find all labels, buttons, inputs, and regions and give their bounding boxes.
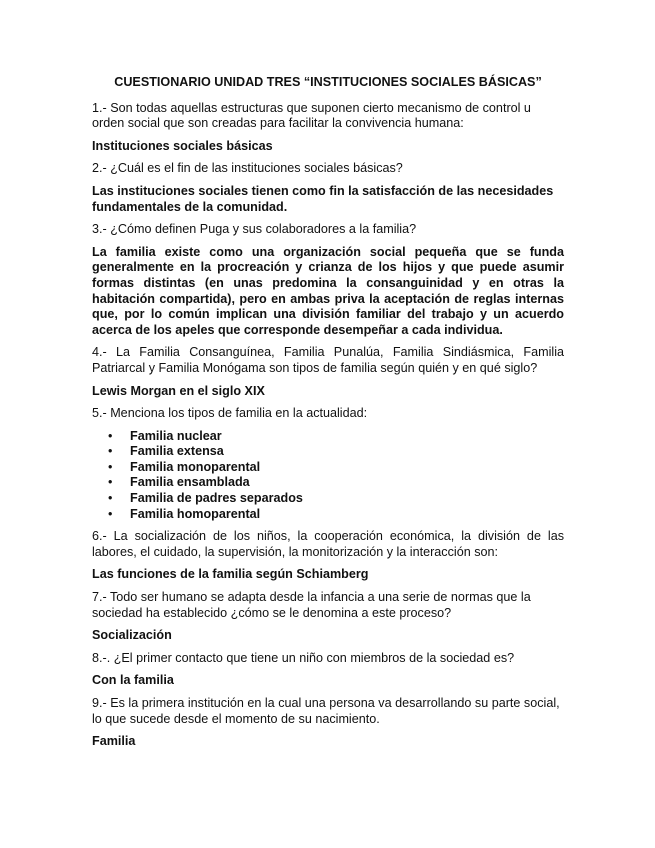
answer-3: La familia existe como una organización social pequeña que se funda generalmente en la procreación y crianza de los hijos y que puede asumir formas distintas (en unas predomina la consanguinidad y en otras la habitación compartida), pero en ambas priva la aceptación de reglas internas que, por lo común implican una división familiar del trabajo y un acuerdo acerca de los apeles que corresponde desempeñar a cada individua. [92,244,564,337]
answer-9: Familia [92,734,136,749]
answer-8: Con la familia [92,673,174,688]
bullet-icon: • [108,444,113,459]
list-item-label: Familia homoparental [130,506,261,521]
question-5: 5.- Menciona los tipos de familia en la actualidad: [92,406,368,421]
document-title: CUESTIONARIO UNIDAD TRES “INSTITUCIONES SOCIALES BÁSICAS” [114,75,542,89]
question-6: 6.- La socialización de los niños, la cooperación económica, la división de las labores, el cuidado, la supervisión, la monitorización y la interacción son: [92,529,564,559]
answer-6: Las funciones de la familia según Schiamberg [92,567,369,582]
list-item-label: Familia extensa [130,444,224,459]
family-types-list [92,429,564,523]
list-item [92,475,564,491]
answer-4: Lewis Morgan en el siglo XIX [92,383,265,398]
answer-2: Las instituciones sociales tienen como fin la satisfacción de las necesidades fundamentales de la comunidad. [92,183,554,214]
list-item [92,491,564,507]
list-item [92,507,564,523]
question-7: 7.- Todo ser humano se adapta desde la infancia a una serie de normas que la sociedad ha establecido ¿cómo se le denomina a este proceso? [92,590,531,620]
document-body [92,75,564,757]
bullet-icon: • [108,506,113,521]
question-2: 2.- ¿Cuál es el fin de las instituciones sociales básicas? [92,161,403,176]
question-9: 9.- Es la primera institución en la cual una persona va desarrollando su parte social, lo que sucede desde el momento de su nacimiento. [92,696,560,726]
bullet-icon: • [108,491,113,506]
answer-7: Socialización [92,628,172,643]
question-3: 3.- ¿Cómo definen Puga y sus colaboradores a la familia? [92,222,417,237]
list-item-label: Familia monoparental [130,459,261,474]
list-item-label: Familia de padres separados [130,491,303,506]
list-item [92,429,564,445]
list-item [92,460,564,476]
list-item-label: Familia nuclear [130,428,222,443]
list-item [92,444,564,460]
question-4: 4.- La Familia Consanguínea, Familia Punalúa, Familia Sindiásmica, Familia Patriarcal y Familia Monógama son tipos de familia según quién y en qué siglo? [92,345,564,375]
bullet-icon: • [108,475,113,490]
bullet-icon: • [108,428,113,443]
bullet-icon: • [108,459,113,474]
list-item-label: Familia ensamblada [130,475,250,490]
question-1: 1.- Son todas aquellas estructuras que suponen cierto mecanismo de control u orden social que son creadas para facilitar la convivencia humana: [92,100,531,131]
question-8: 8.-. ¿El primer contacto que tiene un niño con miembros de la sociedad es? [92,650,515,665]
answer-1: Instituciones sociales básicas [92,138,273,153]
